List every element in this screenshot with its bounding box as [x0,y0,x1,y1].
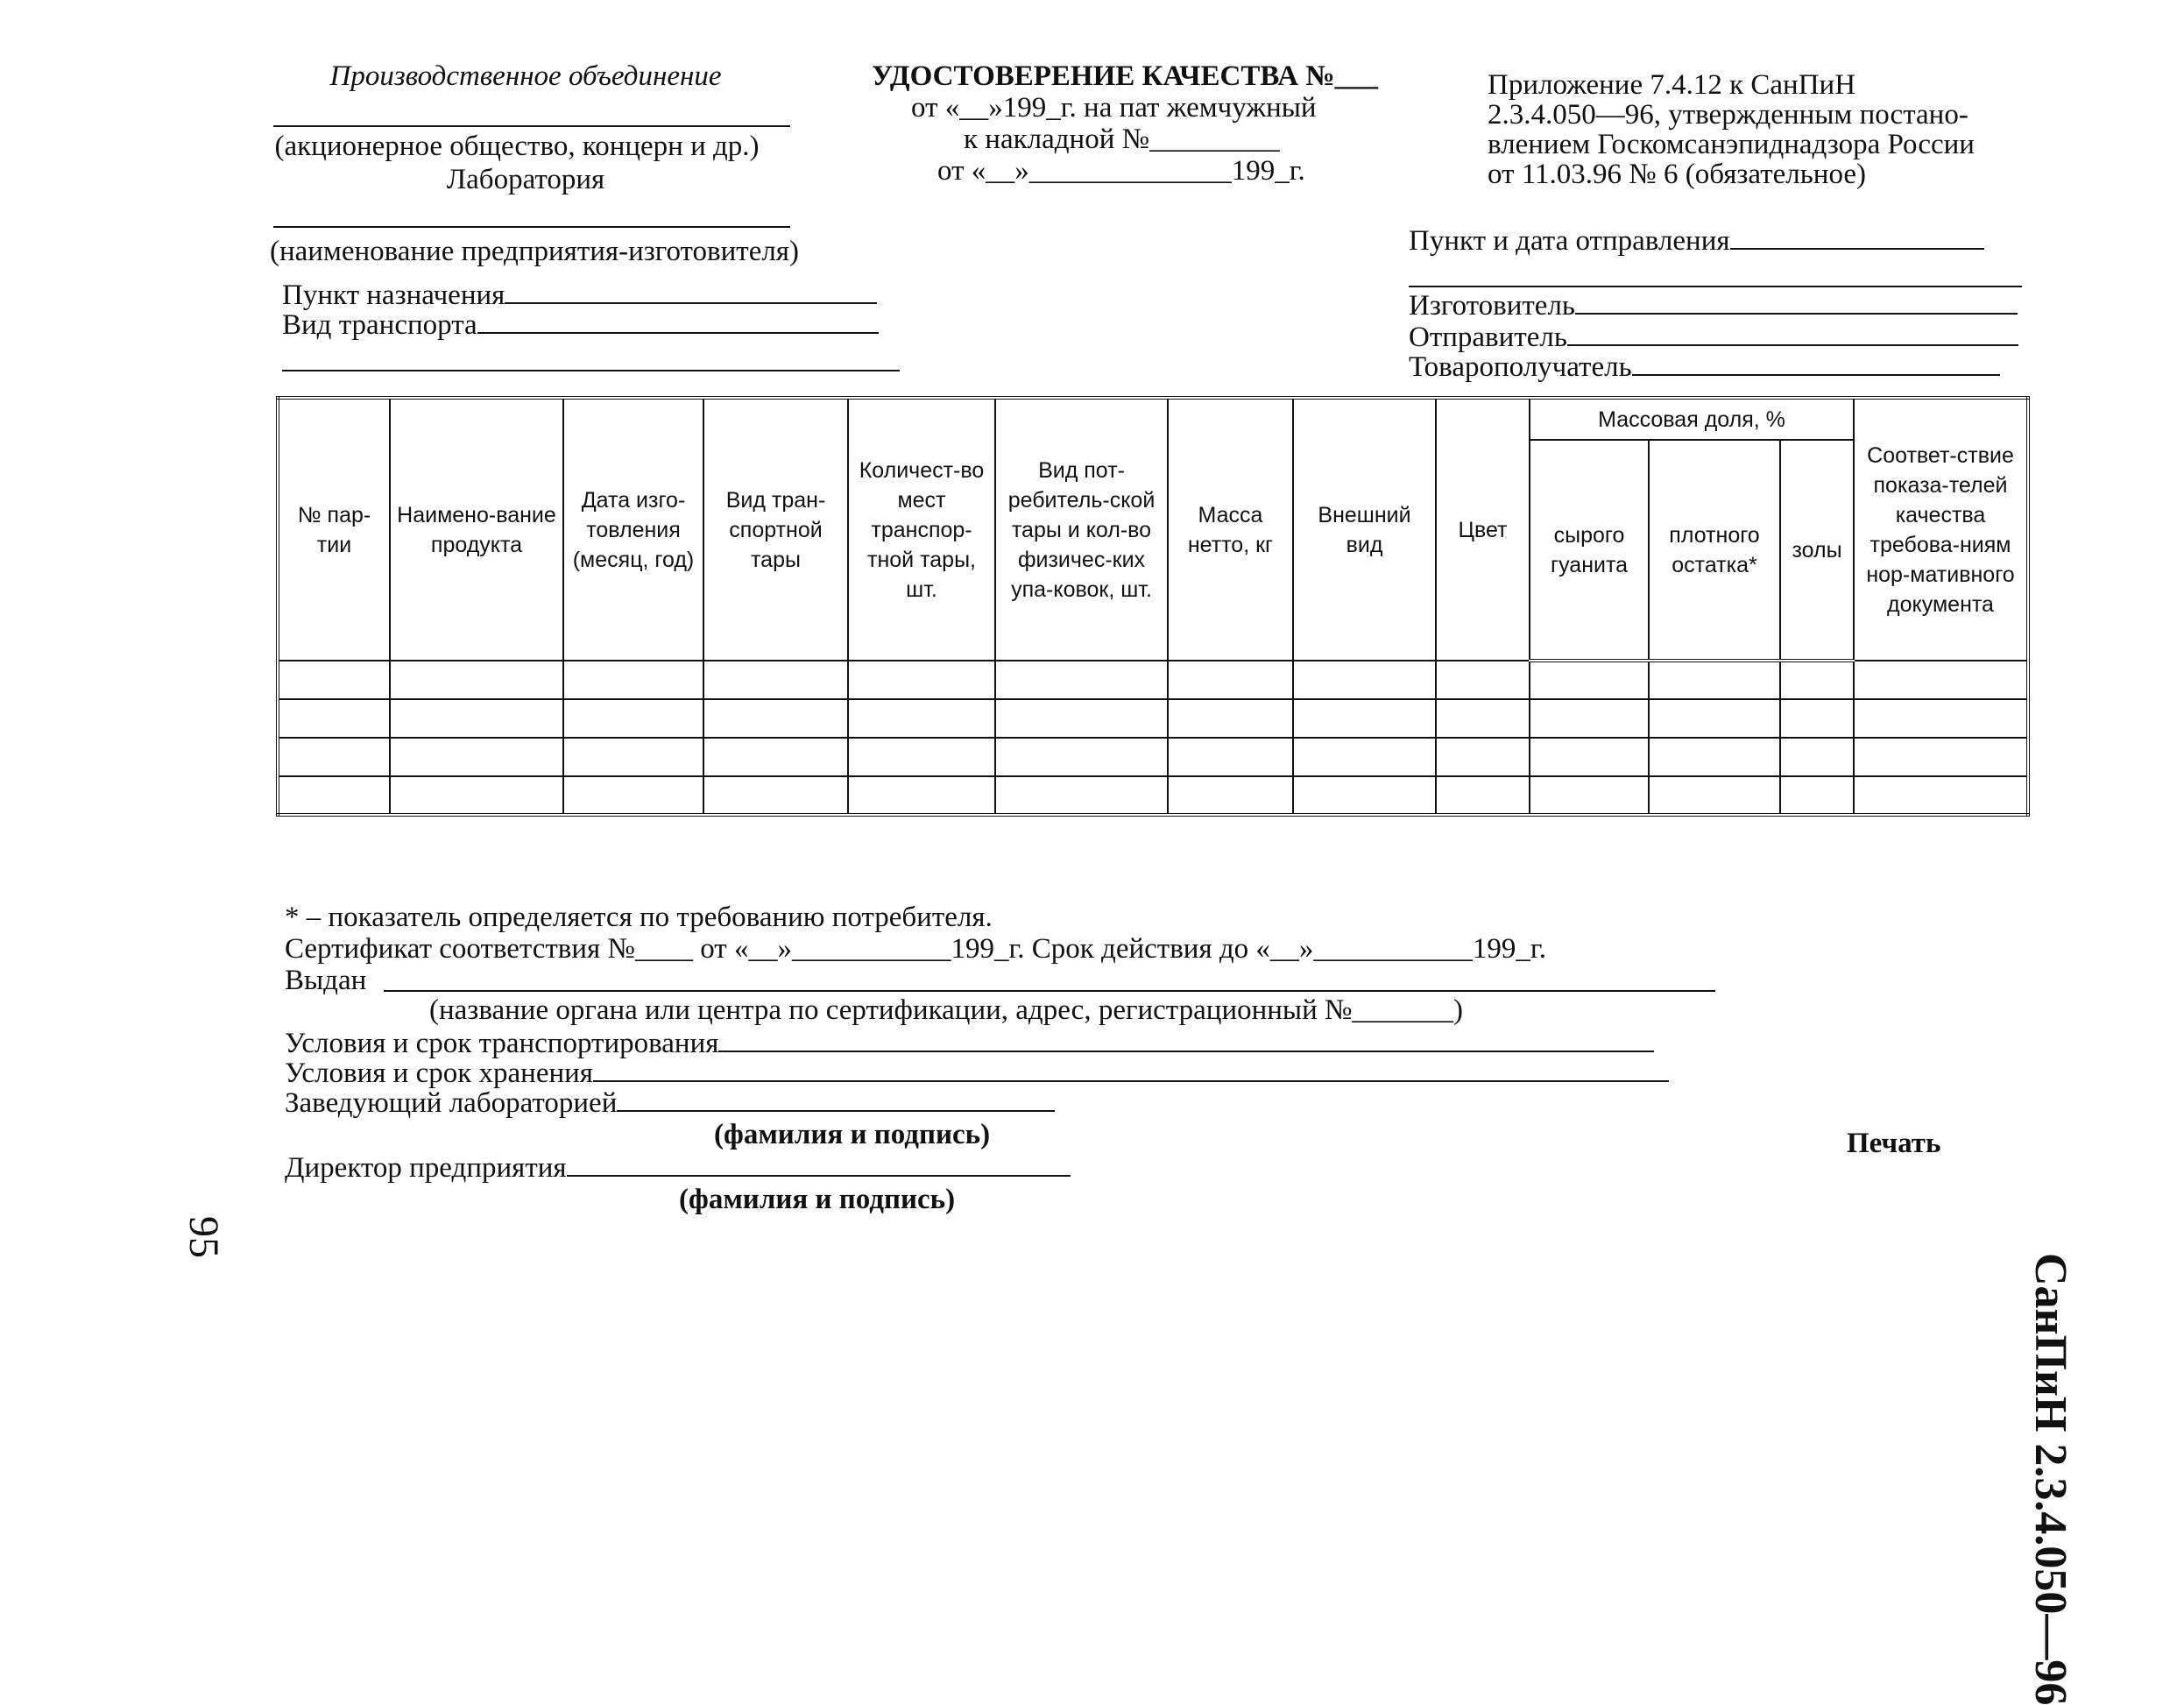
dispatch-label: Пункт и дата отправления [1409,225,1730,257]
manufacturer-field [1409,289,2018,322]
transport-field [282,308,879,342]
waybill-date-line: от «__»______________199_г. [937,155,1305,187]
transport-terms-label: Условия и срок транспортирования [285,1028,719,1059]
transport-extra-line [282,370,900,371]
storage-terms-label: Условия и срок хранения [285,1058,593,1089]
director-field [285,1151,1071,1185]
certificate-line: Сертификат соответствия №____ от «__»___________199_г. Срок действия до «__»___________199_г. [285,933,1546,965]
header-appearance: Внешний вид [1293,398,1436,661]
header-mass-fraction: Массовая доля, % [1530,398,1854,440]
lab-head-label: Заведующий лабораторией [285,1087,618,1119]
document-title: УДОСТОВЕРЕНИЕ КАЧЕСТВА №___ [872,60,1379,92]
document-code: СанПиН 2.3.4.050—96 [2025,1253,2075,1705]
appendix-line-3: влением Госкомсанэпиднадзора России [1488,129,1975,160]
transport-terms-field [285,1027,1654,1060]
destination-field [282,279,877,312]
header-color: Цвет [1436,398,1530,661]
transport-label: Вид транспорта [282,309,477,341]
storage-terms-field [285,1057,1669,1090]
director-label: Директор предприятия [285,1152,567,1184]
table-row [278,699,2028,738]
header-date: Дата изго-товления (месяц, год) [563,398,703,661]
header-product: Наимено-вание продукта [390,398,563,661]
lab-label: Лаборатория [446,164,605,195]
header-batch: № пар-тии [278,398,390,661]
page-number: 95 [180,1216,227,1258]
header-conformity: Соответ-ствие показа-телей качества требова-ниям нор-мативного документа [1854,398,2028,661]
org-label: Производственное объединение [329,60,722,92]
sender-field [1409,321,2018,354]
issued-label: Выдан [285,965,367,996]
maker-name-line [273,226,790,228]
dispatch-field [1409,224,1984,258]
lab-head-field [285,1086,1055,1120]
sender-label: Отправитель [1409,322,1567,353]
table-row [278,738,2028,776]
org-name-line [273,125,790,127]
header-dry-residue: плотного остатка* [1649,440,1780,661]
quality-table [276,396,2030,817]
org-caption: (акционерное общество, концерн и др.) [274,131,760,162]
appendix-line-1: Приложение 7.4.12 к СанПиН [1488,69,1856,101]
header-places: Количест-во мест транспор-тной тары, шт. [848,398,995,661]
dispatch-extra-line [1409,286,2022,287]
issued-line [384,990,1715,992]
signature-caption-1: (фамилия и подпись) [714,1119,991,1150]
table-row [278,776,2028,815]
date-line: от «__»199_г. на пат жемчужный [911,92,1317,124]
header-ash: золы [1780,440,1854,661]
issued-field [285,964,366,997]
maker-caption: (наименование предприятия-изготовителя) [270,236,799,267]
header-consumer-pack: Вид пот-ребитель-ской тары и кол-во физичес-ких упа-ковок, шт. [995,398,1168,661]
appendix-line-4: от 11.03.96 № 6 (обязательное) [1488,159,1866,190]
signature-caption-2: (фамилия и подпись) [679,1184,956,1215]
appendix-line-2: 2.3.4.050—96, утвержденным постано- [1488,99,1968,131]
header-mass: Масса нетто, кг [1168,398,1293,661]
stamp-label: Печать [1847,1128,1941,1159]
waybill-line: к накладной №_________ [964,124,1280,155]
destination-label: Пункт назначения [282,279,505,311]
issued-caption: (название органа или центра по сертификации, адрес, регистрационный №_______) [429,994,1463,1026]
header-raw-guanine: сырого гуанита [1530,440,1649,661]
consignee-label: Товарополучатель [1409,351,1632,383]
footnote: * – показатель определяется по требованию потребителя. [285,902,993,933]
header-container: Вид тран-спортной тары [703,398,848,661]
consignee-field [1409,350,2000,384]
table-row [278,661,2028,699]
manufacturer-label: Изготовитель [1409,290,1575,322]
